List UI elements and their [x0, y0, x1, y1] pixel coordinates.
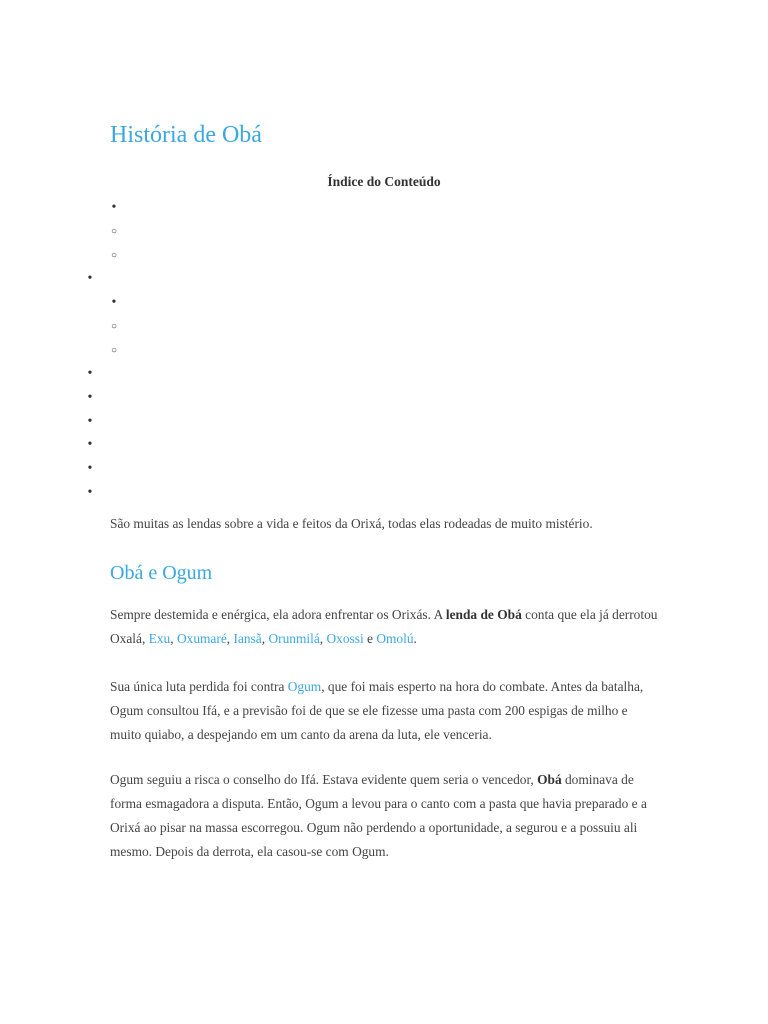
section-title: Obá e Ogum [110, 562, 213, 584]
bold-text: Obá [537, 772, 562, 787]
text: e [363, 631, 377, 646]
paragraph-3 [110, 768, 660, 864]
link-omolu[interactable]: Omolú [376, 631, 414, 646]
toc-bullet[interactable] [83, 271, 97, 285]
text: , [170, 631, 177, 646]
bold-text: lenda de Obá [445, 607, 522, 622]
toc-bullet[interactable] [107, 295, 121, 309]
link-ogum[interactable]: Ogum [287, 679, 322, 694]
toc-bullet[interactable] [83, 461, 97, 475]
toc-bullet[interactable] [83, 485, 97, 499]
link-exu[interactable]: Exu [148, 631, 171, 646]
paragraph-2 [110, 675, 660, 747]
text: , [261, 631, 269, 646]
toc-heading: Índice do Conteúdo [327, 174, 441, 189]
toc-bullet[interactable] [107, 200, 121, 214]
toc-sub-bullet[interactable] [107, 247, 121, 261]
toc-sub-bullet[interactable] [107, 223, 121, 237]
toc-sub-bullet[interactable] [107, 342, 121, 356]
link-oxumare[interactable]: Oxumaré [176, 631, 227, 646]
intro-paragraph: São muitas as lendas sobre a vida e feitos da Orixá, todas elas rodeadas de muito mistério. [110, 516, 593, 531]
text: , [319, 631, 327, 646]
paragraph-1 [110, 603, 660, 651]
toc-bullet[interactable] [83, 390, 97, 404]
text: Sua única luta perdida foi contra [110, 679, 288, 694]
page-title: História de Obá [110, 122, 262, 148]
text: dominava de forma esmagadora a disputa. Então, Ogum a levou para o canto com a pasta que havia preparado e a Orixá ao pisar na massa escorregou. Ogum não perdendo a oportunidade, a segurou e a possuiu ali mesmo. Depois da derrota, ela casou-se com Ogum. [110, 772, 647, 859]
link-iansa[interactable]: Iansã [233, 631, 262, 646]
text: Sempre destemida e enérgica, ela adora enfrentar os Orixás. A [110, 607, 446, 622]
text: , [226, 631, 234, 646]
link-oxossi[interactable]: Oxossi [326, 631, 364, 646]
text: Ogum seguiu a risca o conselho do Ifá. Estava evidente quem seria o vencedor, [110, 772, 538, 787]
link-orunmila[interactable]: Orunmilá [268, 631, 320, 646]
text: . [413, 631, 417, 646]
toc-bullet[interactable] [83, 366, 97, 380]
text: conta que ela já derrotou Oxalá, [110, 607, 658, 646]
toc-bullet[interactable] [83, 437, 97, 451]
toc-bullet[interactable] [83, 414, 97, 428]
toc-sub-bullet[interactable] [107, 318, 121, 332]
text: , que foi mais esperto na hora do combate. Antes da batalha, Ogum consultou Ifá, e a previsão foi de que se ele fizesse uma pasta com 200 espigas de milho e muito quiabo, a despejando em um canto da arena da luta, ele venceria. [110, 679, 644, 742]
